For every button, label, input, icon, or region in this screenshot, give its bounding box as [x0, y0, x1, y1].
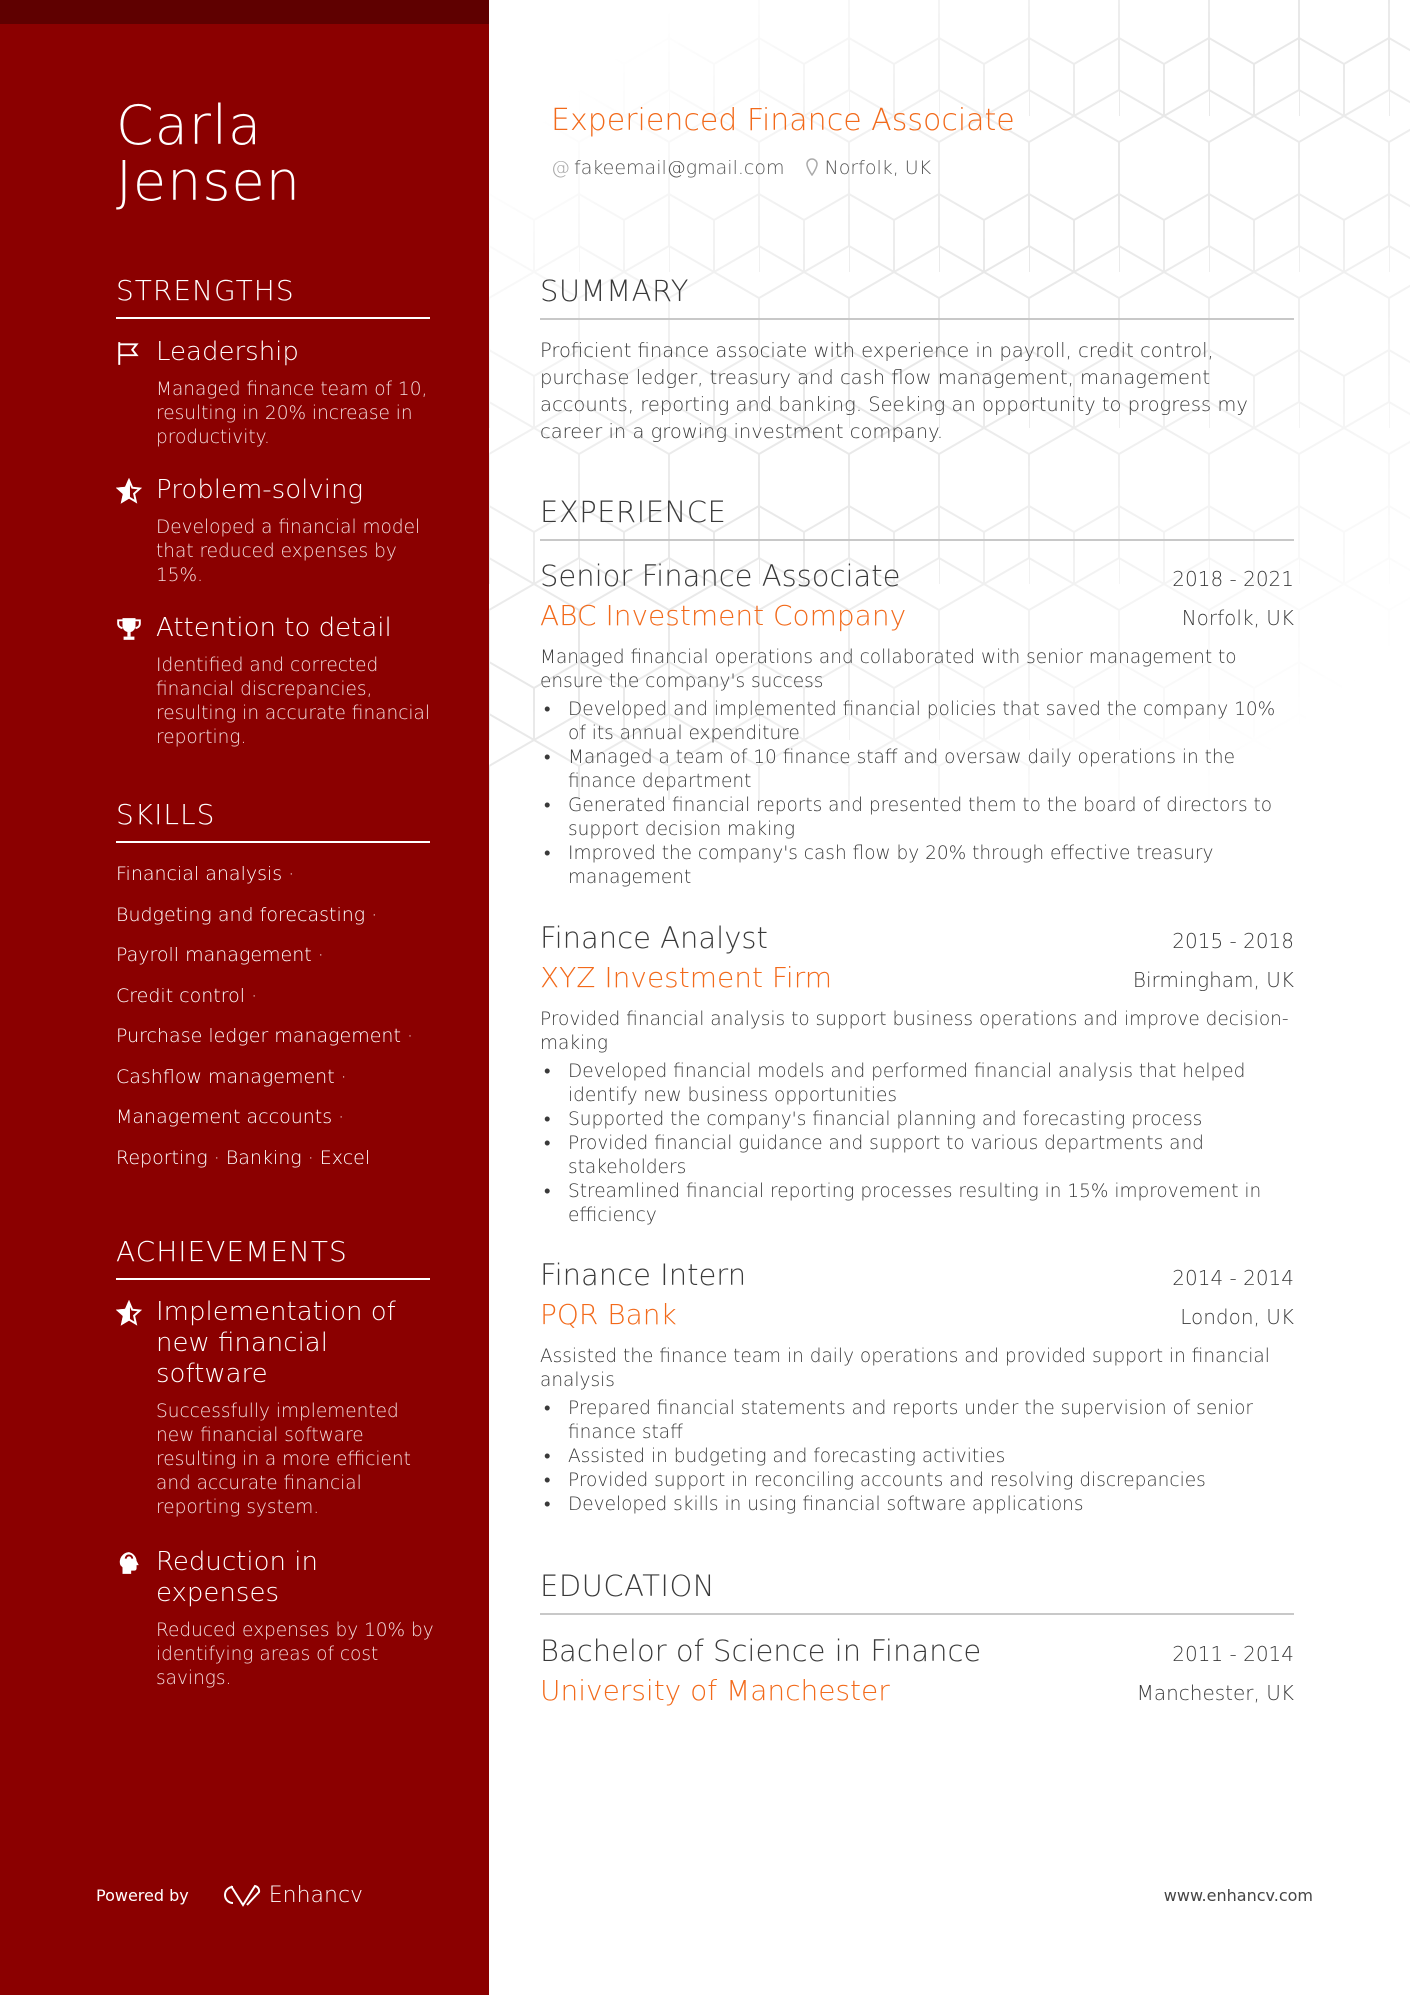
last-name: Jensen — [116, 150, 301, 213]
achievement-title: Implementation of new financial software — [156, 1297, 396, 1389]
job-title: Finance Intern — [540, 1258, 747, 1292]
enhancv-logo-icon — [217, 1882, 261, 1908]
star-icon — [116, 1300, 142, 1326]
education-heading: EDUCATION — [540, 1569, 1294, 1615]
strength-desc: Identified and corrected financial discrepancies, resulting in accurate financial reporting. — [156, 655, 431, 748]
sidebar — [0, 0, 489, 1995]
skills-heading: SKILLS — [116, 798, 430, 843]
summary-heading: SUMMARY — [540, 274, 1294, 320]
location-pin-icon — [806, 158, 818, 176]
skill-item: Budgeting and forecasting · — [116, 903, 378, 926]
job-entry — [540, 918, 1294, 1228]
strength-item — [116, 337, 436, 450]
job-dates: 2018 - 2021 — [1172, 567, 1294, 591]
job-desc: Provided financial analysis to support business operations and improve decision-making — [540, 1009, 1289, 1054]
achievement-item — [116, 1547, 436, 1691]
job-bullet: • Prepared financial statements and reports under the supervision of senior finance staff — [540, 1397, 1294, 1445]
strength-title: Leadership — [156, 337, 299, 367]
powered-by — [96, 1882, 363, 1908]
star-icon — [116, 478, 142, 504]
job-entry — [540, 556, 1294, 890]
achievement-desc: Reduced expenses by 10% by identifying areas of cost savings. — [156, 1620, 434, 1689]
job-bullet: • Assisted in budgeting and forecasting activities — [540, 1445, 1294, 1469]
company-name: XYZ Investment Firm — [540, 961, 833, 994]
job-desc: Managed financial operations and collaborated with senior management to ensure the company's success — [540, 647, 1237, 692]
location — [806, 157, 931, 179]
skill-item: Purchase ledger management · — [116, 1025, 413, 1047]
first-name: Carla — [116, 94, 263, 157]
job-entry — [540, 1255, 1294, 1517]
candidate-name — [116, 94, 301, 213]
company-name: PQR Bank — [540, 1298, 677, 1331]
strength-desc: Developed a financial model that reduced expenses by 15%. — [156, 517, 421, 586]
location-text: Norfolk, UK — [824, 157, 932, 179]
brain-icon — [116, 1550, 142, 1576]
top-band — [0, 0, 489, 24]
company-name: ABC Investment Company — [540, 599, 907, 632]
email-icon: @ — [551, 157, 570, 179]
education-location: Manchester, UK — [1136, 1681, 1294, 1705]
education-dates: 2011 - 2014 — [1172, 1642, 1294, 1666]
job-bullet: • Developed financial models and performed financial analysis that helped identify new business opportunities — [540, 1060, 1294, 1108]
skills-list — [116, 862, 446, 1186]
job-bullet: • Provided financial guidance and support to various departments and stakeholders — [540, 1132, 1294, 1180]
skill-item: Credit control · — [116, 984, 258, 1007]
skill-item: Financial analysis · — [116, 863, 295, 885]
strength-item — [116, 475, 436, 588]
skill-item: Management accounts · — [116, 1106, 345, 1128]
summary-text: Proficient finance associate with experience in payroll, credit control, purchase ledger, treasury and cash flow management, management accounts, reporting and banking. Seeking an opportunity to progress my career in a growing investment company. — [540, 339, 1248, 443]
job-bullet: • Generated financial reports and presented them to the board of directors to support decision making — [540, 794, 1294, 842]
job-bullet: • Developed skills in using financial software applications — [540, 1493, 1294, 1517]
job-dates: 2015 - 2018 — [1172, 929, 1294, 953]
job-desc: Assisted the finance team in daily operations and provided support in financial analysis — [540, 1346, 1270, 1391]
degree: Bachelor of Science in Finance — [540, 1634, 982, 1668]
job-title: Senior Finance Associate — [540, 559, 901, 593]
enhancv-url[interactable]: www.enhancv.com — [1163, 1886, 1313, 1905]
powered-by-label: Powered by — [96, 1885, 189, 1905]
job-bullet: • Supported the company's financial planning and forecasting process — [540, 1108, 1294, 1132]
job-location: Norfolk, UK — [1181, 606, 1294, 630]
job-dates: 2014 - 2014 — [1172, 1266, 1294, 1290]
experience-heading: EXPERIENCE — [540, 495, 1294, 541]
job-bullet: • Provided support in reconciling accounts and resolving discrepancies — [540, 1469, 1294, 1493]
job-bullet: • Managed a team of 10 finance staff and oversaw daily operations in the finance department — [540, 746, 1294, 794]
strengths-heading: STRENGTHS — [116, 274, 430, 319]
strength-title: Problem-solving — [156, 475, 364, 505]
job-bullet: • Developed and implemented financial policies that saved the company 10% of its annual expenditure — [540, 698, 1294, 746]
skill-item: Payroll management · — [116, 944, 324, 966]
job-location: London, UK — [1180, 1305, 1294, 1329]
job-bullet: • Improved the company's cash flow by 20% through effective treasury management — [540, 842, 1294, 890]
achievements-heading: ACHIEVEMENTS — [116, 1235, 430, 1280]
email-text: fakeemail@gmail.com — [574, 157, 785, 179]
email[interactable] — [551, 157, 784, 179]
enhancv-brand[interactable]: Enhancv — [268, 1882, 364, 1908]
skill-item: Reporting · Banking · Excel — [116, 1146, 371, 1169]
trophy-icon — [116, 616, 142, 642]
job-title: Finance Analyst — [540, 921, 768, 955]
school-name: University of Manchester — [540, 1674, 890, 1707]
job-location: Birmingham, UK — [1132, 968, 1294, 992]
headline: Experienced Finance Associate — [551, 103, 1015, 138]
strength-desc: Managed finance team of 10, resulting in 20% increase in productivity. — [156, 379, 428, 448]
skill-item: Cashflow management · — [116, 1065, 347, 1088]
achievement-item — [116, 1297, 436, 1520]
flag-icon — [116, 340, 142, 366]
strength-item — [116, 613, 436, 750]
achievement-title: Reduction in expenses — [156, 1547, 318, 1608]
job-bullet: • Streamlined financial reporting processes resulting in 15% improvement in efficiency — [540, 1180, 1294, 1228]
education-entry — [540, 1631, 1294, 1711]
contact-info — [551, 157, 931, 179]
achievement-desc: Successfully implemented new financial software resulting in a more efficient and accurate financial reporting system. — [156, 1401, 411, 1518]
strength-title: Attention to detail — [156, 613, 392, 643]
